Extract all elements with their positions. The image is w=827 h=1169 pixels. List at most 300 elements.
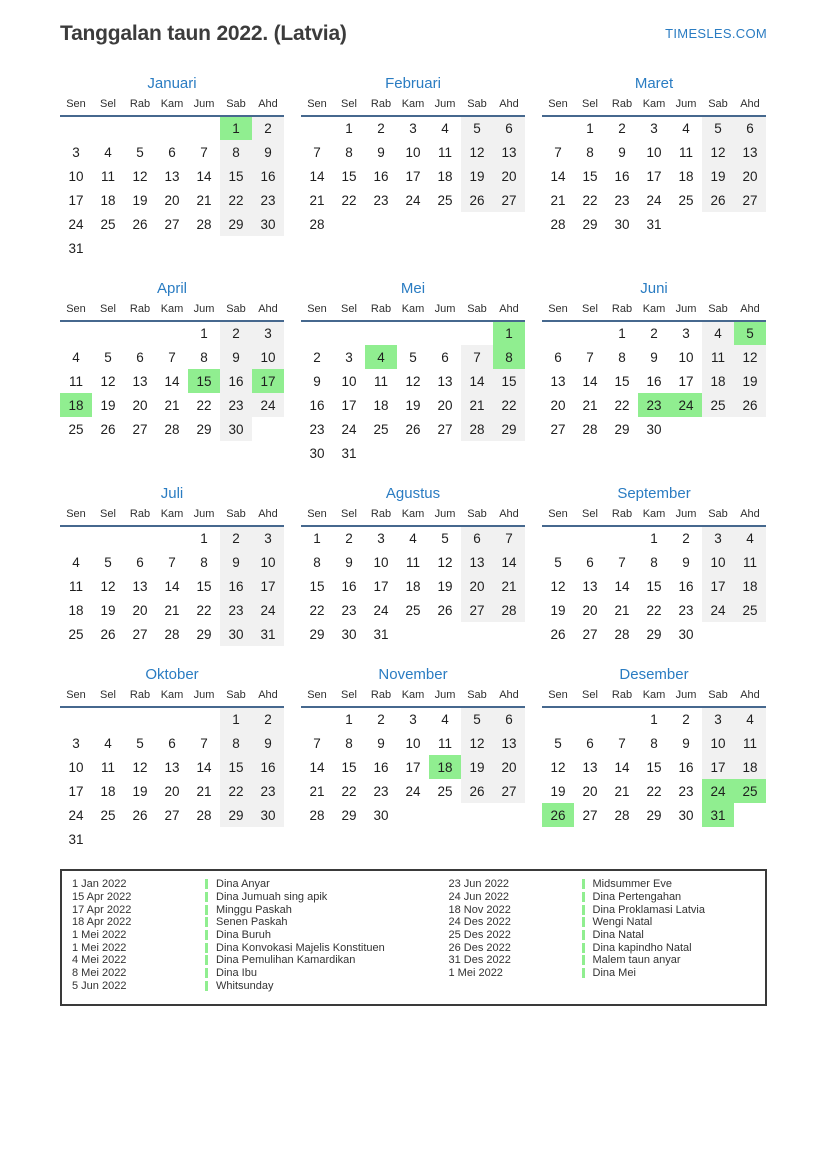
day-cell: 3 — [72, 735, 80, 751]
weekend-day-cell: 3 — [702, 707, 734, 731]
week-row — [542, 803, 766, 827]
day-cell: 6 — [136, 554, 144, 570]
day-cell: 9 — [377, 144, 385, 160]
empty-cell — [702, 622, 734, 646]
weekday-header: Jum — [670, 98, 702, 116]
day-cell: 4 — [441, 121, 449, 136]
empty-cell — [734, 417, 766, 441]
weekend-day-cell: 14 — [461, 369, 493, 393]
day-cell: 1 — [650, 531, 658, 546]
day-cell: 24 — [646, 192, 662, 208]
month-grid — [301, 689, 525, 827]
empty-cell — [156, 236, 188, 260]
empty-cell — [606, 707, 638, 731]
empty-cell — [397, 622, 429, 646]
day-cell: 31 — [373, 626, 389, 642]
weekday-header: Ahd — [252, 689, 284, 707]
week-row — [301, 140, 525, 164]
holiday-name: Dina Pertengahan — [592, 891, 682, 904]
day-cell: 27 — [550, 421, 566, 437]
weekday-header: Rab — [606, 98, 638, 116]
week-row — [301, 321, 525, 345]
day-cell: 26 — [132, 807, 148, 823]
day-cell: 16 — [678, 578, 694, 594]
week-row — [542, 188, 766, 212]
empty-cell — [542, 116, 574, 140]
weekend-day-cell: 29 — [220, 803, 252, 827]
weekend-day-cell: 20 — [734, 164, 766, 188]
weekday-header: Sen — [301, 508, 333, 526]
weekend-day-cell: 12 — [461, 140, 493, 164]
day-cell: 5 — [554, 554, 562, 570]
legend-row — [449, 903, 756, 916]
week-row — [301, 526, 525, 550]
day-cell: 13 — [582, 578, 598, 594]
day-cell: 15 — [341, 759, 357, 775]
weekend-day-cell: 9 — [252, 731, 284, 755]
day-cell: 17 — [405, 168, 421, 184]
weekday-header: Sel — [574, 303, 606, 321]
holiday-name: Dina Buruh — [216, 929, 272, 942]
holiday-day-cell: 31 — [702, 803, 734, 827]
weekday-header: Ahd — [734, 689, 766, 707]
day-cell: 29 — [341, 807, 357, 823]
holiday-name: Wengi Natal — [592, 916, 653, 929]
weekend-day-cell: 21 — [493, 574, 525, 598]
holiday-name: Midsummer Eve — [592, 878, 672, 891]
month-oktober — [60, 666, 284, 851]
day-cell: 2 — [345, 531, 353, 546]
weekday-header: Rab — [124, 303, 156, 321]
day-cell: 8 — [345, 735, 353, 751]
day-cell: 9 — [377, 735, 385, 751]
day-cell: 15 — [646, 578, 662, 594]
day-cell: 25 — [437, 783, 453, 799]
empty-cell — [124, 526, 156, 550]
weekend-day-cell: 11 — [734, 731, 766, 755]
weekday-header: Sab — [702, 689, 734, 707]
day-cell: 25 — [373, 421, 389, 437]
week-row — [301, 622, 525, 646]
empty-cell — [702, 212, 734, 236]
day-cell: 5 — [441, 531, 449, 546]
week-row — [542, 212, 766, 236]
empty-cell — [60, 707, 92, 731]
day-cell: 23 — [614, 192, 630, 208]
holiday-date: 5 Jun 2022 — [72, 979, 127, 992]
holiday-day-cell: 5 — [734, 321, 766, 345]
weekend-day-cell: 16 — [252, 164, 284, 188]
day-cell: 30 — [678, 807, 694, 823]
holiday-marker-icon — [582, 955, 585, 965]
day-cell: 21 — [614, 602, 630, 618]
weekday-header: Kam — [397, 303, 429, 321]
week-row — [60, 707, 284, 731]
day-cell: 7 — [618, 554, 626, 570]
day-cell: 7 — [554, 144, 562, 160]
weekend-day-cell: 8 — [220, 731, 252, 755]
month-title: Maret — [634, 75, 674, 92]
week-row — [60, 164, 284, 188]
day-cell: 13 — [550, 373, 566, 389]
empty-cell — [220, 236, 252, 260]
day-cell: 24 — [341, 421, 357, 437]
day-cell: 22 — [646, 602, 662, 618]
holiday-date: 24 Des 2022 — [448, 916, 511, 929]
weekday-header: Sab — [220, 98, 252, 116]
weekend-day-cell: 10 — [702, 550, 734, 574]
weekday-header: Sel — [92, 303, 124, 321]
day-cell: 2 — [377, 712, 385, 727]
holiday-name: Dina Konvokasi Majelis Konstituen — [216, 941, 385, 954]
month-title: November — [378, 666, 448, 683]
holiday-marker-icon — [582, 943, 585, 953]
day-cell: 16 — [646, 373, 662, 389]
day-cell: 4 — [409, 531, 417, 546]
day-cell: 6 — [168, 144, 176, 160]
week-row — [542, 779, 766, 803]
holiday-marker-icon — [205, 892, 208, 902]
holiday-name: Dina Jumuah sing apik — [216, 891, 328, 904]
weekday-header: Sab — [220, 508, 252, 526]
day-cell: 19 — [132, 783, 148, 799]
month-september — [542, 485, 766, 646]
weekday-header: Ahd — [493, 303, 525, 321]
weekday-header: Sab — [220, 689, 252, 707]
day-cell: 2 — [682, 531, 690, 546]
day-cell: 21 — [309, 783, 325, 799]
day-cell: 26 — [100, 626, 116, 642]
weekend-day-cell: 9 — [252, 140, 284, 164]
empty-cell — [188, 707, 220, 731]
week-row — [542, 164, 766, 188]
day-cell: 19 — [405, 397, 421, 413]
holiday-legend — [60, 869, 767, 1006]
weekday-header: Sen — [542, 689, 574, 707]
day-cell: 28 — [164, 626, 180, 642]
week-row — [60, 321, 284, 345]
day-cell: 3 — [682, 326, 690, 341]
weekday-header: Kam — [397, 98, 429, 116]
empty-cell — [493, 803, 525, 827]
weekday-header: Rab — [606, 303, 638, 321]
weekend-day-cell: 3 — [252, 321, 284, 345]
month-title: Juni — [640, 280, 668, 297]
empty-cell — [461, 441, 493, 465]
day-cell: 3 — [345, 349, 353, 365]
day-cell: 20 — [437, 397, 453, 413]
day-cell: 30 — [614, 216, 630, 232]
day-cell: 8 — [200, 349, 208, 365]
day-cell: 28 — [614, 626, 630, 642]
month-juni — [542, 280, 766, 441]
week-row — [60, 417, 284, 441]
day-cell: 15 — [196, 578, 212, 594]
day-cell: 18 — [100, 783, 116, 799]
weekday-header: Rab — [365, 689, 397, 707]
day-cell: 22 — [341, 192, 357, 208]
empty-cell — [365, 212, 397, 236]
day-cell: 5 — [136, 735, 144, 751]
day-cell: 28 — [309, 807, 325, 823]
day-cell: 23 — [678, 602, 694, 618]
day-cell: 20 — [132, 397, 148, 413]
holiday-day-cell: 15 — [188, 369, 220, 393]
weekend-day-cell: 2 — [220, 321, 252, 345]
week-row — [301, 574, 525, 598]
month-title: Februari — [385, 75, 441, 92]
holiday-date: 31 Des 2022 — [448, 954, 511, 967]
empty-cell — [542, 321, 574, 345]
week-row — [60, 212, 284, 236]
month-agustus — [301, 485, 525, 646]
day-cell: 25 — [437, 192, 453, 208]
weekend-day-cell: 13 — [493, 140, 525, 164]
weekday-header: Rab — [365, 303, 397, 321]
weekend-day-cell: 9 — [220, 550, 252, 574]
day-cell: 11 — [100, 168, 115, 184]
empty-cell — [670, 212, 702, 236]
empty-cell — [124, 321, 156, 345]
holiday-date: 26 Des 2022 — [448, 941, 511, 954]
day-cell: 5 — [554, 735, 562, 751]
day-cell: 5 — [104, 554, 112, 570]
weekend-day-cell: 3 — [252, 526, 284, 550]
day-cell: 29 — [196, 421, 212, 437]
week-row — [301, 188, 525, 212]
weekday-header: Sel — [92, 689, 124, 707]
week-row — [60, 369, 284, 393]
day-cell: 17 — [646, 168, 662, 184]
empty-cell — [92, 236, 124, 260]
weekday-header: Sel — [333, 508, 365, 526]
day-cell: 19 — [132, 192, 148, 208]
day-cell: 7 — [313, 144, 321, 160]
legend-row — [72, 929, 411, 942]
day-cell: 20 — [582, 602, 598, 618]
holiday-date: 17 Apr 2022 — [72, 903, 132, 916]
empty-cell — [574, 707, 606, 731]
day-cell: 5 — [409, 349, 417, 365]
week-row — [301, 345, 525, 369]
weekday-header: Sel — [333, 689, 365, 707]
day-cell: 9 — [682, 735, 690, 751]
legend-row — [449, 916, 756, 929]
weekend-day-cell: 12 — [702, 140, 734, 164]
day-cell: 27 — [132, 626, 148, 642]
month-title: Desember — [619, 666, 689, 683]
day-cell: 11 — [437, 735, 452, 751]
week-row — [301, 441, 525, 465]
month-grid — [60, 98, 284, 260]
site-link[interactable]: TIMESLES.COM — [665, 26, 767, 41]
day-cell: 21 — [550, 192, 566, 208]
weekday-header: Sen — [60, 98, 92, 116]
empty-cell — [124, 827, 156, 851]
day-cell: 19 — [550, 602, 566, 618]
day-cell: 29 — [646, 626, 662, 642]
day-cell: 8 — [618, 349, 626, 365]
day-cell: 4 — [72, 349, 80, 365]
weekend-day-cell: 30 — [220, 417, 252, 441]
day-cell: 29 — [196, 626, 212, 642]
empty-cell — [493, 441, 525, 465]
weekday-header: Rab — [606, 689, 638, 707]
day-cell: 16 — [614, 168, 630, 184]
week-row — [60, 526, 284, 550]
weekend-day-cell: 22 — [220, 188, 252, 212]
day-cell: 6 — [168, 735, 176, 751]
weekday-header: Ahd — [734, 303, 766, 321]
empty-cell — [429, 212, 461, 236]
week-row — [60, 622, 284, 646]
day-cell: 22 — [614, 397, 630, 413]
empty-cell — [606, 526, 638, 550]
day-cell: 11 — [437, 144, 452, 160]
holiday-name: Dina Natal — [592, 929, 644, 942]
day-cell: 20 — [582, 783, 598, 799]
weekend-day-cell: 21 — [461, 393, 493, 417]
weekday-header: Jum — [188, 98, 220, 116]
day-cell: 4 — [104, 144, 112, 160]
holiday-day-cell: 1 — [493, 321, 525, 345]
empty-cell — [734, 212, 766, 236]
week-row — [542, 550, 766, 574]
weekend-day-cell: 10 — [702, 731, 734, 755]
empty-cell — [60, 526, 92, 550]
day-cell: 11 — [678, 144, 693, 160]
holiday-date: 1 Jan 2022 — [72, 878, 127, 891]
day-cell: 3 — [377, 531, 385, 546]
empty-cell — [574, 526, 606, 550]
day-cell: 14 — [582, 373, 598, 389]
holiday-name: Senen Paskah — [216, 916, 288, 929]
legend-row — [449, 954, 756, 967]
weekend-day-cell: 28 — [461, 417, 493, 441]
empty-cell — [92, 116, 124, 140]
weekday-header: Jum — [670, 689, 702, 707]
day-cell: 30 — [341, 626, 357, 642]
day-cell: 11 — [405, 554, 420, 570]
holiday-name: Minggu Paskah — [216, 903, 292, 916]
weekend-day-cell: 2 — [220, 526, 252, 550]
weekday-header: Jum — [670, 508, 702, 526]
day-cell: 28 — [196, 216, 212, 232]
weekend-day-cell: 30 — [220, 622, 252, 646]
weekend-day-cell: 22 — [493, 393, 525, 417]
day-cell: 2 — [618, 121, 626, 136]
holiday-day-cell: 18 — [429, 755, 461, 779]
holiday-marker-icon — [582, 930, 585, 940]
month-februari — [301, 75, 525, 236]
weekend-day-cell: 2 — [252, 116, 284, 140]
day-cell: 20 — [550, 397, 566, 413]
week-row — [60, 188, 284, 212]
day-cell: 1 — [200, 531, 208, 546]
empty-cell — [461, 321, 493, 345]
holiday-day-cell: 17 — [252, 369, 284, 393]
weekend-day-cell: 29 — [493, 417, 525, 441]
weekday-header: Jum — [429, 98, 461, 116]
empty-cell — [92, 707, 124, 731]
legend-row — [72, 941, 411, 954]
legend-row — [72, 916, 411, 929]
day-cell: 17 — [68, 192, 84, 208]
empty-cell — [397, 441, 429, 465]
weekday-header: Ahd — [252, 303, 284, 321]
empty-cell — [156, 321, 188, 345]
day-cell: 18 — [100, 192, 116, 208]
day-cell: 26 — [132, 216, 148, 232]
weekend-day-cell: 17 — [252, 574, 284, 598]
holiday-day-cell: 8 — [493, 345, 525, 369]
empty-cell — [252, 827, 284, 851]
weekday-header: Ahd — [252, 98, 284, 116]
weekend-day-cell: 26 — [461, 779, 493, 803]
holiday-marker-icon — [582, 917, 585, 927]
day-cell: 27 — [132, 421, 148, 437]
weekend-day-cell: 16 — [252, 755, 284, 779]
weekend-day-cell: 24 — [702, 598, 734, 622]
legend-row — [72, 903, 411, 916]
weekday-header: Sel — [574, 508, 606, 526]
week-row — [542, 116, 766, 140]
empty-cell — [493, 212, 525, 236]
day-cell: 23 — [373, 783, 389, 799]
day-cell: 17 — [373, 578, 389, 594]
day-cell: 25 — [100, 216, 116, 232]
week-row — [542, 321, 766, 345]
holiday-marker-icon — [205, 981, 208, 991]
week-row — [542, 526, 766, 550]
day-cell: 14 — [164, 373, 180, 389]
weekend-day-cell: 11 — [734, 550, 766, 574]
holiday-name: Dina Proklamasi Latvia — [592, 903, 705, 916]
weekend-day-cell: 18 — [702, 369, 734, 393]
month-title: Juli — [160, 485, 184, 502]
day-cell: 29 — [309, 626, 325, 642]
day-cell: 12 — [100, 578, 116, 594]
week-row — [301, 731, 525, 755]
day-cell: 10 — [405, 735, 421, 751]
week-row — [60, 731, 284, 755]
day-cell: 1 — [650, 712, 658, 727]
day-cell: 31 — [646, 216, 662, 232]
empty-cell — [333, 321, 365, 345]
holiday-date: 18 Nov 2022 — [448, 903, 511, 916]
day-cell: 9 — [650, 349, 658, 365]
weekday-header: Jum — [188, 689, 220, 707]
weekday-header: Sel — [333, 98, 365, 116]
day-cell: 22 — [309, 602, 325, 618]
empty-cell — [397, 803, 429, 827]
weekend-day-cell: 12 — [461, 731, 493, 755]
day-cell: 22 — [646, 783, 662, 799]
day-cell: 20 — [164, 783, 180, 799]
weekday-header: Kam — [638, 689, 670, 707]
day-cell: 14 — [614, 578, 630, 594]
day-cell: 8 — [586, 144, 594, 160]
day-cell: 4 — [104, 735, 112, 751]
week-row — [301, 550, 525, 574]
week-row — [542, 755, 766, 779]
day-cell: 4 — [441, 712, 449, 727]
empty-cell — [60, 116, 92, 140]
weekday-header: Rab — [365, 508, 397, 526]
day-cell: 10 — [646, 144, 662, 160]
day-cell: 13 — [132, 578, 148, 594]
day-cell: 6 — [554, 349, 562, 365]
